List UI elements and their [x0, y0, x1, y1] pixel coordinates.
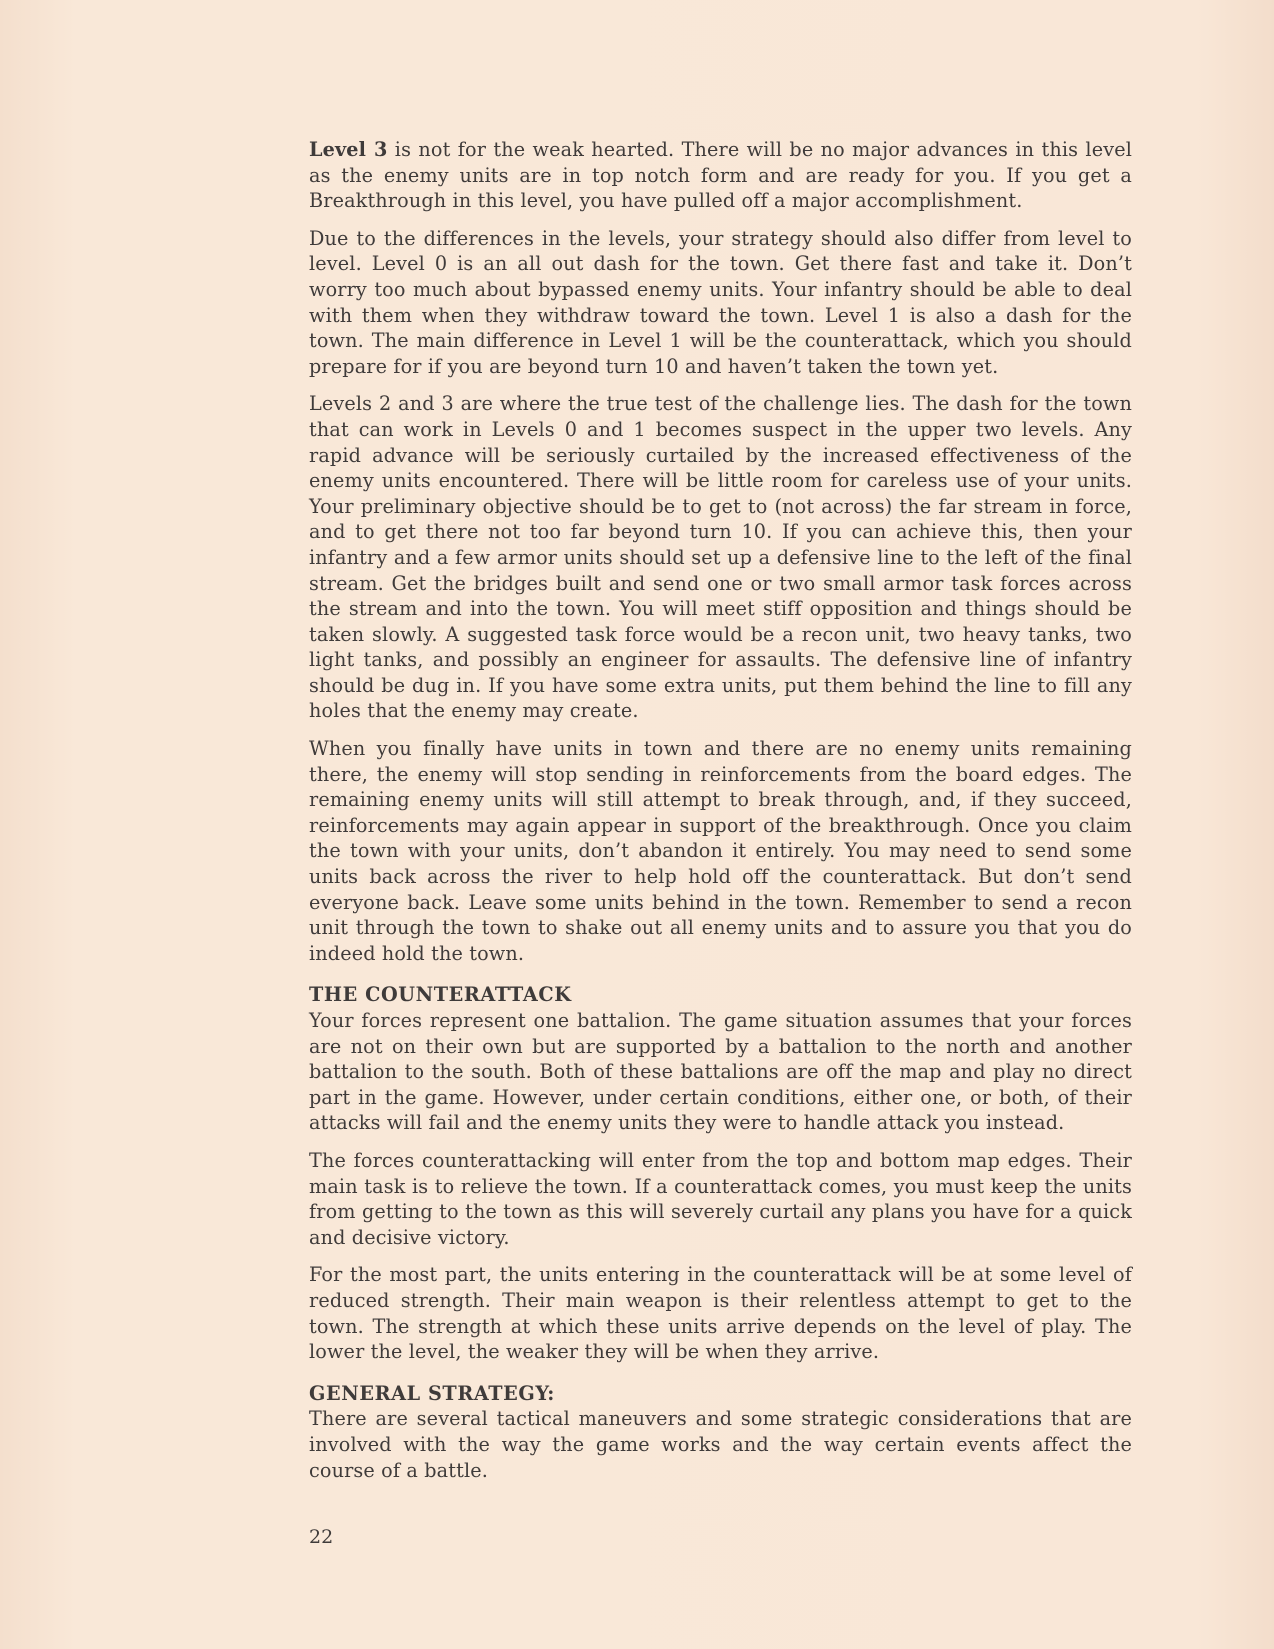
paragraph-holding-town: When you finally have units in town and there are no enemy units remaining there, the enemy will stop sending in reinforcements from the board edges. The remaining enemy units will still attempt to break through, and, if they succeed, reinforcements may again appear in support of the breakthrough. Once you claim the town with your units, don’t abandon it entirely. You may need to send some units back across the river to help hold off the counterattack. But don’t send everyone back. Leave some units behind in the town. Remember to send a recon unit through the town to shake out all enemy units and to assure you that you do indeed hold the town. [309, 737, 1132, 965]
paragraph-text: is not for the weak hearted. There will be no major advances in this level as the enemy units are in top notch form and are ready for you. If you get a Breakthrough in this level, you have pulled off a major accomplishment. [309, 138, 1133, 213]
paragraph-levels-2-3: Levels 2 and 3 are where the true test of the challenge lies. The dash for the town that can work in Levels 0 and 1 becomes suspect in the upper two levels. Any rapid advance will be seriously curtailed by the increased effectiveness of the enemy units encountered. There will be little room for careless use of your units. Your preliminary objective should be to get to (not across) the far stream in force, and to get there not too far beyond turn 10. If you can achieve this, then your infantry and a few armor units should set up a defensive line to the left of the final stream. Get the bridges built and send one or two small armor task forces across the stream and into the town. You will meet stiff opposition and things should be taken slowly. A suggested task force would be a recon unit, two heavy tanks, two light tanks, and possibly an engineer for assaults. The defensive line of infantry should be dug in. If you have some extra units, put them behind the line to fill any holes that the enemy may create. [309, 392, 1132, 723]
paragraph-level-strategy: Due to the differences in the levels, your strategy should also differ from level to level. Level 0 is an all out dash for the town. Get there fast and take it. Don’t worry too much about bypassed enemy units. Your infantry should be able to deal with them when they withdraw toward the town. Level 1 is also a dash for the town. The main difference in Level 1 will be the counterattack, which you should prepare for if you are beyond turn 10 and haven’t taken the town yet. [309, 226, 1132, 378]
paragraph-counterattack-intro: Your forces represent one battalion. The game situation assumes that your forces are not on their own but are supported by a battalion to the north and another battalion to the south. Both of these battalions are off the map and play no direct part in the game. However, under certain conditions, either one, or both, of their attacks will fail and the enemy units they were to handle attack you instead. [309, 1009, 1132, 1135]
paragraph-lead: Level 3 [309, 138, 388, 161]
paragraph-level-3 [309, 137, 1132, 214]
page-content [309, 137, 1132, 1495]
section-heading-general-strategy: GENERAL STRATEGY: [309, 1381, 555, 1405]
paragraph-counterattack-forces: The forces counterattacking will enter from the top and bottom map edges. Their main task is to relieve the town. If a counterattack comes, you must keep the units from getting to the town as this will severely curtail any plans you have for a quick and decisive victory. [309, 1148, 1132, 1249]
page-number: 22 [309, 1526, 334, 1548]
paragraph-counterattack-strength: For the most part, the units entering in the counterattack will be at some level of reduced strength. Their main weapon is their relentless attempt to get to the town. The strength at which these units arrive depends on the level of play. The lower the level, the weaker they will be when they arrive. [309, 1263, 1132, 1364]
section-heading-counterattack: THE COUNTERATTACK [309, 983, 572, 1007]
paragraph-general-strategy: There are several tactical maneuvers and some strategic considerations that are involved with the way the game works and the way certain events affect the course of a battle. [309, 1407, 1132, 1482]
